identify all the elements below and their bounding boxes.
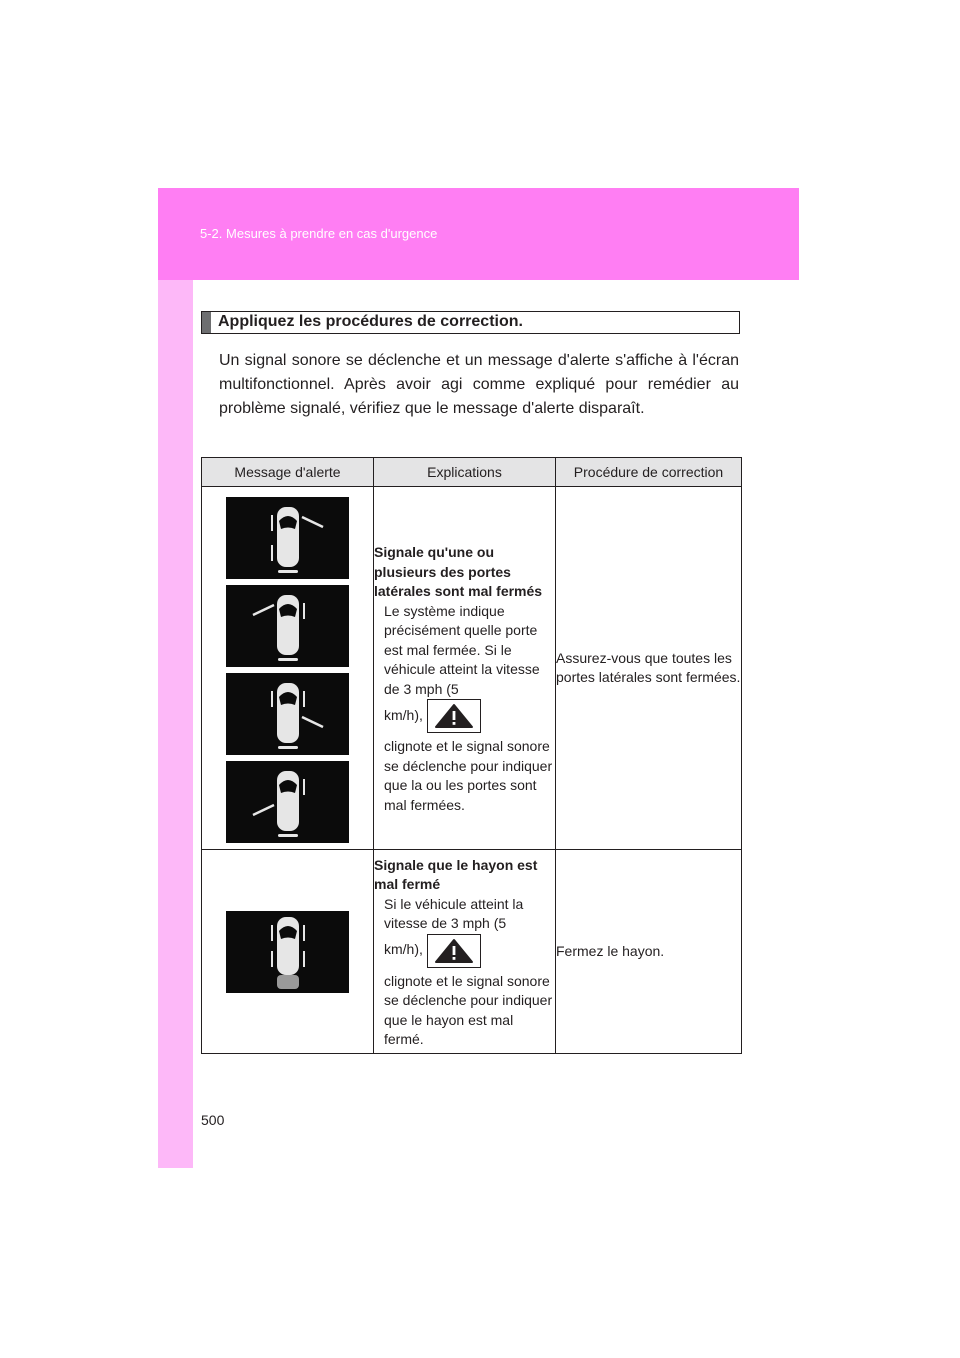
tailgate-explanation-text-1: Si le véhicule atteint la vitesse de 3 mph (5 — [384, 895, 524, 931]
table-header-row — [202, 458, 742, 487]
table-row — [202, 850, 742, 1054]
procedure-heading-text: Appliquez les procédures de correction. — [218, 313, 523, 330]
door-warning-images — [202, 487, 374, 850]
intro-paragraph: Un signal sonore se déclenche et un message d'alerte s'affiche à l'écran multifonctionnel. Après avoir agi comme expliqué pour remédier au problème signalé, vérifiez que le message d'alerte disparaît. — [219, 352, 739, 417]
heading-marker — [202, 312, 211, 333]
car-rear-right-door-open-icon — [226, 673, 349, 755]
car-front-left-door-open-icon — [226, 585, 349, 667]
door-explanation — [374, 487, 556, 850]
tailgate-explanation-body — [374, 895, 555, 1050]
car-rear-left-door-open-icon — [226, 761, 349, 843]
door-explanation-title: Signale qu'une ou plusieurs des portes latérales sont mal fermés — [374, 544, 543, 599]
car-tailgate-open-icon — [226, 911, 349, 993]
procedure-heading — [201, 311, 740, 334]
tailgate-explanation — [374, 850, 556, 1054]
tailgate-explanation-title: Signale que le hayon est mal fermé — [374, 856, 538, 892]
master-warning-indicator — [427, 934, 481, 968]
door-explanation-body — [374, 602, 555, 816]
door-correction: Assurez-vous que toutes les portes latérales sont fermées. — [556, 487, 742, 850]
section-breadcrumb: 5-2. Mesures à prendre en cas d'urgence — [200, 226, 438, 241]
master-warning-indicator — [427, 699, 481, 733]
table-row — [202, 487, 742, 850]
door-explanation-text-1: Le système indique précisément quelle porte est mal fermée. Si le véhicule atteint la vitesse de 3 mph (5 — [384, 602, 540, 697]
tailgate-warning-image — [202, 850, 374, 1054]
warning-triangle-icon — [432, 703, 476, 729]
tailgate-correction: Fermez le hayon. — [556, 850, 742, 1054]
column-header-explanations: Explications — [374, 458, 556, 487]
door-explanation-kmh: km/h), — [384, 706, 423, 723]
column-header-correction: Procédure de correction — [556, 458, 742, 487]
page-number: 500 — [201, 1112, 225, 1128]
column-header-message: Message d'alerte — [202, 458, 374, 487]
warning-table — [201, 457, 742, 1054]
warning-triangle-icon — [432, 938, 476, 964]
tailgate-explanation-kmh: km/h), — [384, 941, 423, 958]
car-front-right-door-open-icon — [226, 497, 349, 579]
page-sidebar-band — [158, 188, 193, 1168]
door-explanation-text-2: clignote et le signal sonore se déclenche pour indiquer que la ou les portes sont mal fermées. — [384, 738, 553, 813]
tailgate-explanation-text-2: clignote et le signal sonore se déclenche pour indiquer que le hayon est mal fermé. — [384, 972, 553, 1047]
